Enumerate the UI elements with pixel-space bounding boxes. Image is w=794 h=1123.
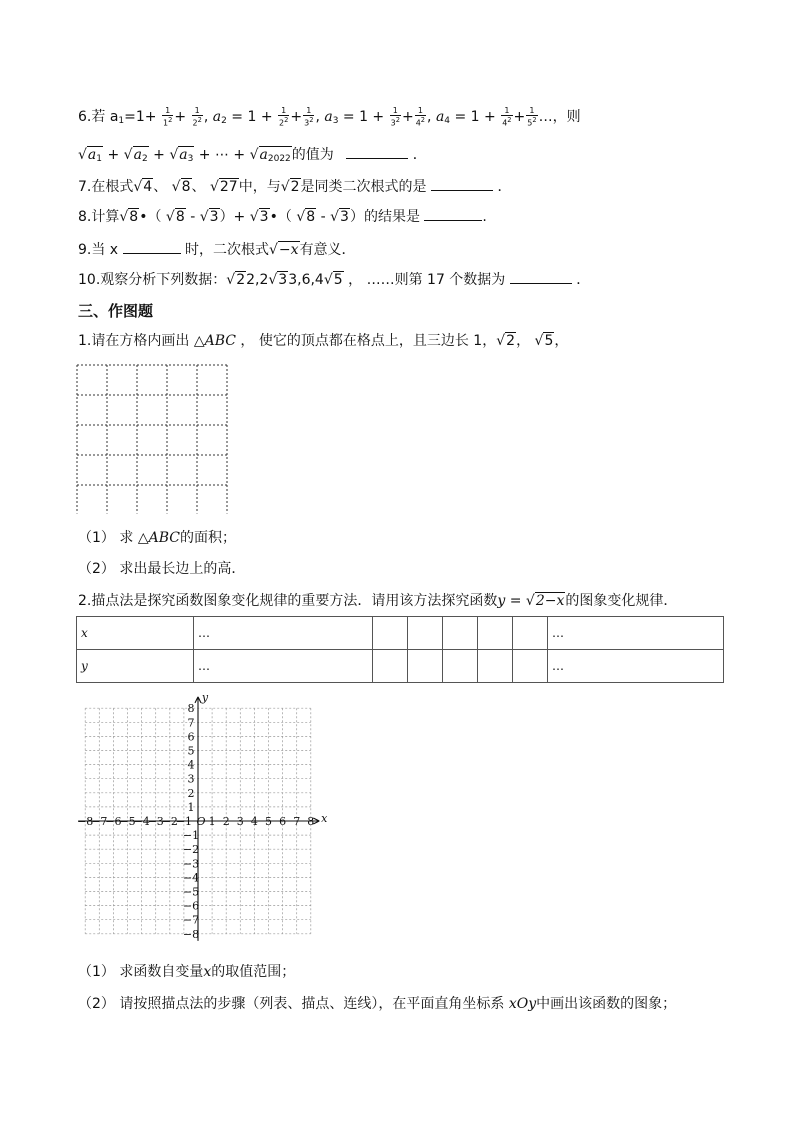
x-tick-label: −7	[91, 815, 108, 828]
q6-tail: …，则	[538, 108, 581, 125]
y-tick-label: 4	[187, 758, 195, 772]
x-tick-label: −1	[175, 815, 193, 828]
x-tick-label: 1	[208, 815, 216, 828]
y-tick-label: −5	[182, 885, 200, 899]
dotted-grid[interactable]	[76, 364, 228, 514]
x-tick-label: −3	[147, 815, 164, 828]
table-cell[interactable]	[408, 617, 443, 650]
x-tick-label: 2	[222, 815, 230, 828]
section-title: 三、作图题	[78, 302, 154, 320]
y-tick-label: 7	[187, 716, 195, 730]
problem-2-sub1: （1） 求函数自变量x的取值范围；	[78, 964, 296, 980]
problem-1-sub1: （1） 求 △ABC的面积；	[78, 530, 236, 546]
origin-label: O	[196, 815, 206, 828]
y-tick-label: −4	[182, 871, 200, 885]
a2-symbol: a	[212, 108, 222, 125]
question-7: 7.在根式√4、 √8、 √27中，与√2是同类二次根式的是 ．	[78, 176, 511, 197]
problem-1: 1.请在方格内画出 △ABC ， 使它的顶点都在格点上，且三边长 1，√2， √5，	[78, 333, 569, 349]
fraction: $\frac{1}{4^2}$	[415, 106, 426, 128]
y-tick-label: −8	[182, 927, 200, 941]
question-9: 9.当 x 时，二次根式√−x有意义．	[78, 239, 356, 260]
x-axis-label: x	[321, 812, 328, 825]
y-tick-label: −2	[182, 843, 200, 857]
table-cell[interactable]	[408, 650, 443, 683]
y-tick-label: −6	[182, 899, 200, 913]
x-tick-label: 5	[265, 815, 272, 828]
y-tick-label: 5	[187, 744, 195, 758]
y-tick-label: −3	[182, 857, 200, 871]
answer-blank[interactable]	[424, 206, 482, 221]
table-cell[interactable]	[373, 617, 408, 650]
answer-blank[interactable]	[123, 239, 181, 254]
problem-1-sub2: （2） 求出最长边上的高．	[78, 561, 246, 577]
fraction: $\frac{1}{3^2}$	[390, 106, 400, 128]
table-row: y … …	[77, 650, 724, 683]
x-tick-label: 4	[250, 815, 258, 828]
x-tick-label: −8	[77, 815, 94, 828]
problem-2: 2.描点法是探究函数图象变化规律的重要方法．请用该方法探究函数y = √2−x的图象变化规律．	[78, 593, 678, 609]
x-tick-label: −2	[161, 815, 178, 828]
question-10: 10.观察分析下列数据：√22,2√33,6,4√5 ， ……则第 17 个数据为 ．	[78, 269, 590, 290]
table-row: x … …	[77, 617, 724, 650]
x-tick-label: −5	[119, 815, 136, 828]
answer-blank[interactable]	[431, 176, 493, 191]
y-tick-label: −7	[182, 913, 200, 927]
a1-subscript: 1	[118, 115, 125, 126]
x-tick-label: −6	[105, 815, 122, 828]
question-6-line1: 6.若 $a_1=1+$ $\frac{1}{1^2}$ + $\frac{1}{2^2}$ , $a_2 = 1$ + $\frac{1}{2^2}$ + $\frac{1}{3^2}$ , $a_3 = 1$ + $\frac{1}{3^2}$ + $\frac{1}{4^2}$ , $a_4 = 1$ + $\frac{1}{4^2}$ + $\frac{1}{5^2}$ …，则	[78, 106, 581, 128]
coordinate-plane[interactable]	[72, 690, 342, 950]
y-tick-label: 6	[187, 730, 195, 744]
a1-symbol: a	[109, 108, 119, 125]
y-tick-label: 2	[187, 786, 195, 800]
fraction: $\frac{1}{5^2}$	[527, 106, 537, 128]
value-table	[76, 616, 724, 683]
answer-blank[interactable]	[346, 144, 408, 159]
fraction: $\frac{1}{1^2}$	[162, 106, 173, 128]
fraction: $\frac{1}{2^2}$	[279, 106, 289, 128]
table-cell[interactable]	[478, 617, 513, 650]
x-tick-label: 8	[307, 815, 315, 828]
table-cell[interactable]	[443, 650, 478, 683]
question-6-line2: $√a_1 + √a_2 + √a_3$ + ⋯ + $√a_{2022}$的值为 ．	[78, 144, 427, 169]
problem-2-sub2: （2） 请按照描点法的步骤（列表、描点、连线），在平面直角坐标系 xOy中画出该函数的图象；	[78, 996, 677, 1012]
y-tick-label: −1	[182, 829, 200, 843]
x-tick-label: 6	[279, 815, 287, 828]
fraction: $\frac{1}{2^2}$	[192, 106, 202, 128]
y-tick-label: 3	[187, 772, 195, 786]
question-8: 8.计算√8•（ √8 - √3）+ √3•（ √8 - √3）的结果是 .	[78, 206, 487, 227]
q6-value-text: 的值为	[291, 147, 334, 163]
y-tick-label: 1	[187, 800, 195, 814]
fraction: $\frac{1}{3^2}$	[304, 106, 314, 128]
table-cell[interactable]	[373, 650, 408, 683]
y-axis-label: y	[201, 690, 209, 704]
answer-blank[interactable]	[510, 269, 572, 284]
q6-lead: 若	[91, 108, 106, 125]
x-tick-label: 7	[293, 815, 301, 828]
triangle-label: △ABC	[193, 333, 236, 349]
question-number: 6.	[78, 108, 92, 125]
table-cell[interactable]	[478, 650, 513, 683]
a3-symbol: a	[324, 108, 333, 125]
fraction: $\frac{1}{4^2}$	[502, 106, 512, 128]
a1-eq: =1+	[124, 108, 157, 125]
table-cell[interactable]	[513, 617, 548, 650]
table-cell[interactable]	[443, 617, 478, 650]
x-tick-label: −4	[133, 815, 150, 828]
a4-symbol: a	[435, 108, 445, 125]
x-tick-label: 3	[236, 815, 244, 828]
y-tick-label: 8	[187, 702, 195, 716]
table-cell[interactable]	[513, 650, 548, 683]
